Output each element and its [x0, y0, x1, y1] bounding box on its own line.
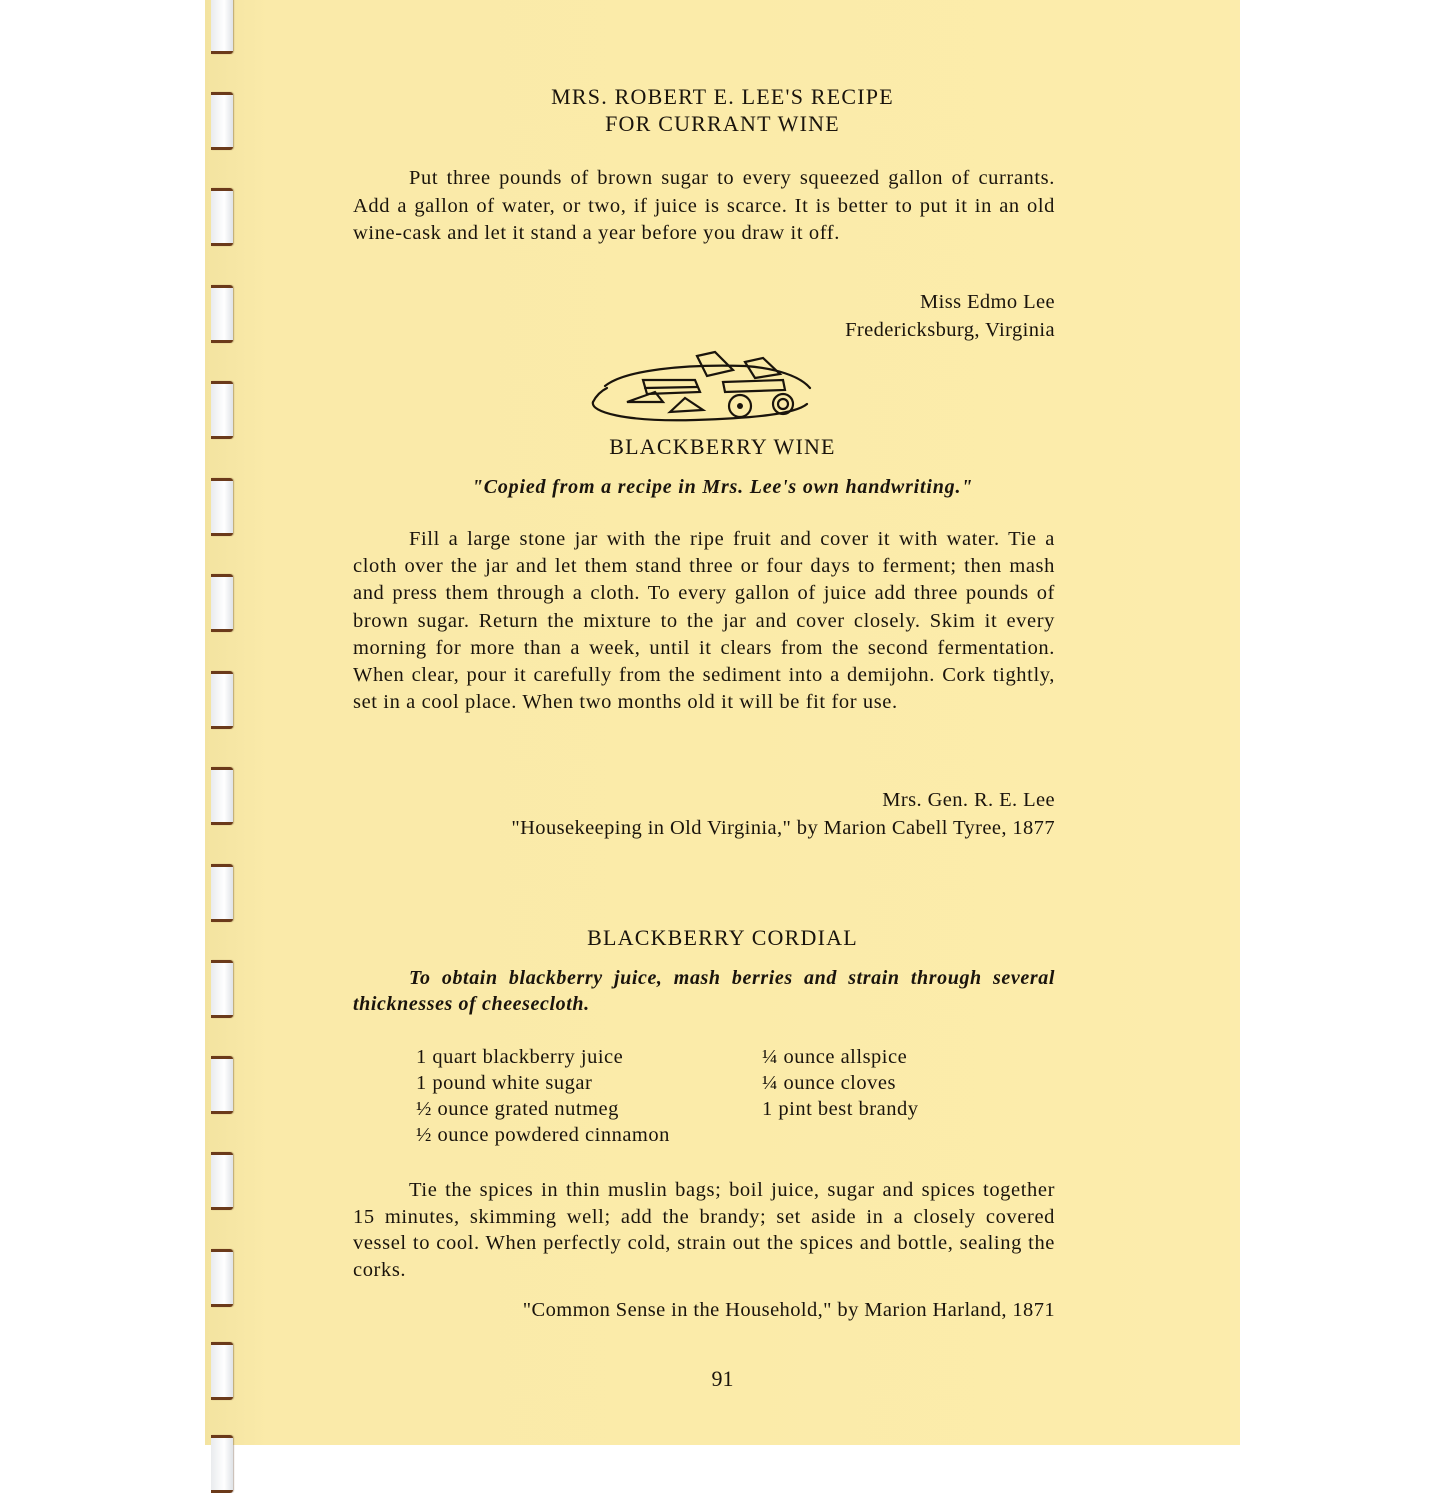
recipe-body-text: Fill a large stone jar with the ripe fruit and cover it with water. Tie a cloth over the jar and let them stand three or four days to ferment; then mash and press them through a cloth. To every gallon of juice add three pounds of brown sugar. Return the mixture to the jar and cover closely. Skim it every morning for more than a week, until it clears from the second fermentation. When clear, pour it carefully from the sediment into a demijohn. Cork tightly, set in a cool place. When two months old it will be fit for use.	[353, 528, 1055, 714]
recipe-body-text: Put three pounds of brown sugar to every squeezed gallon of currants. Add a gallon of water, or two, if juice is scarce. It is better to put it in an old wine-cask and let it stand a year before you draw it off.	[353, 167, 1055, 244]
cookbook-page	[205, 0, 1240, 1445]
attribution-source: "Housekeeping in Old Virginia," by Marion Cabell Tyree, 1877	[511, 817, 1055, 839]
binding-loop	[211, 188, 233, 246]
ingredient: ¼ ounce allspice	[762, 1046, 908, 1068]
spiral-binding	[205, 0, 235, 1445]
binding-loop	[211, 0, 233, 54]
ingredient: 1 quart blackberry juice	[416, 1046, 624, 1068]
recipe-subtitle-blackberry-cordial	[353, 965, 1055, 1017]
recipe-subtitle-text: To obtain blackberry juice, mash berries and strain through several thicknesses of cheesecloth.	[353, 967, 1055, 1015]
recipe-subtitle-blackberry-wine: "Copied from a recipe in Mrs. Lee's own handwriting."	[471, 476, 974, 498]
ingredient: 1 pint best brandy	[762, 1098, 919, 1120]
ingredient: 1 pound white sugar	[416, 1072, 593, 1094]
binding-loop	[211, 960, 233, 1018]
binding-loop	[211, 1249, 233, 1307]
ingredients-right-column	[762, 1044, 1022, 1122]
binding-loop	[211, 381, 233, 439]
binding-loop	[211, 1152, 233, 1210]
recipe-body-blackberry-wine	[353, 526, 1055, 716]
ingredient: ½ ounce powdered cinnamon	[416, 1124, 670, 1146]
binding-loop	[211, 1342, 233, 1400]
binding-loop	[211, 671, 233, 729]
binding-loop	[211, 1435, 233, 1493]
recipe-title-blackberry-cordial: BLACKBERRY CORDIAL	[587, 925, 858, 950]
binding-loop	[211, 478, 233, 536]
recipe-body-currant-wine	[353, 165, 1055, 248]
platter-of-sandwiches-illustration	[585, 350, 815, 425]
page-number: 91	[711, 1366, 734, 1391]
attribution-source: "Common Sense in the Household," by Marion Harland, 1871	[522, 1299, 1055, 1321]
attribution-place: Fredericksburg, Virginia	[845, 319, 1055, 341]
attribution-name: Mrs. Gen. R. E. Lee	[882, 789, 1055, 811]
ingredients-left-column	[416, 1044, 756, 1148]
recipe-title-currant-wine-line2: FOR CURRANT WINE	[605, 111, 840, 136]
binding-loop	[211, 92, 233, 150]
recipe-title-blackberry-wine: BLACKBERRY WINE	[609, 434, 836, 459]
ingredient: ¼ ounce cloves	[762, 1072, 896, 1094]
binding-loop	[211, 574, 233, 632]
recipe-title-currant-wine-line1: MRS. ROBERT E. LEE'S RECIPE	[551, 84, 894, 109]
attribution-name: Miss Edmo Lee	[919, 291, 1055, 313]
ingredient: ½ ounce grated nutmeg	[416, 1098, 619, 1120]
binding-loop	[211, 767, 233, 825]
binding-loop	[211, 285, 233, 343]
binding-loop	[211, 1056, 233, 1114]
recipe-body-text: Tie the spices in thin muslin bags; boil juice, sugar and spices together 15 minutes, skimming well; add the brandy; set aside in a closely covered vessel to cool. When perfectly cold, strain out the spices and bottle, sealing the corks.	[353, 1179, 1055, 1281]
binding-loop	[211, 864, 233, 922]
recipe-body-blackberry-cordial	[353, 1177, 1055, 1283]
